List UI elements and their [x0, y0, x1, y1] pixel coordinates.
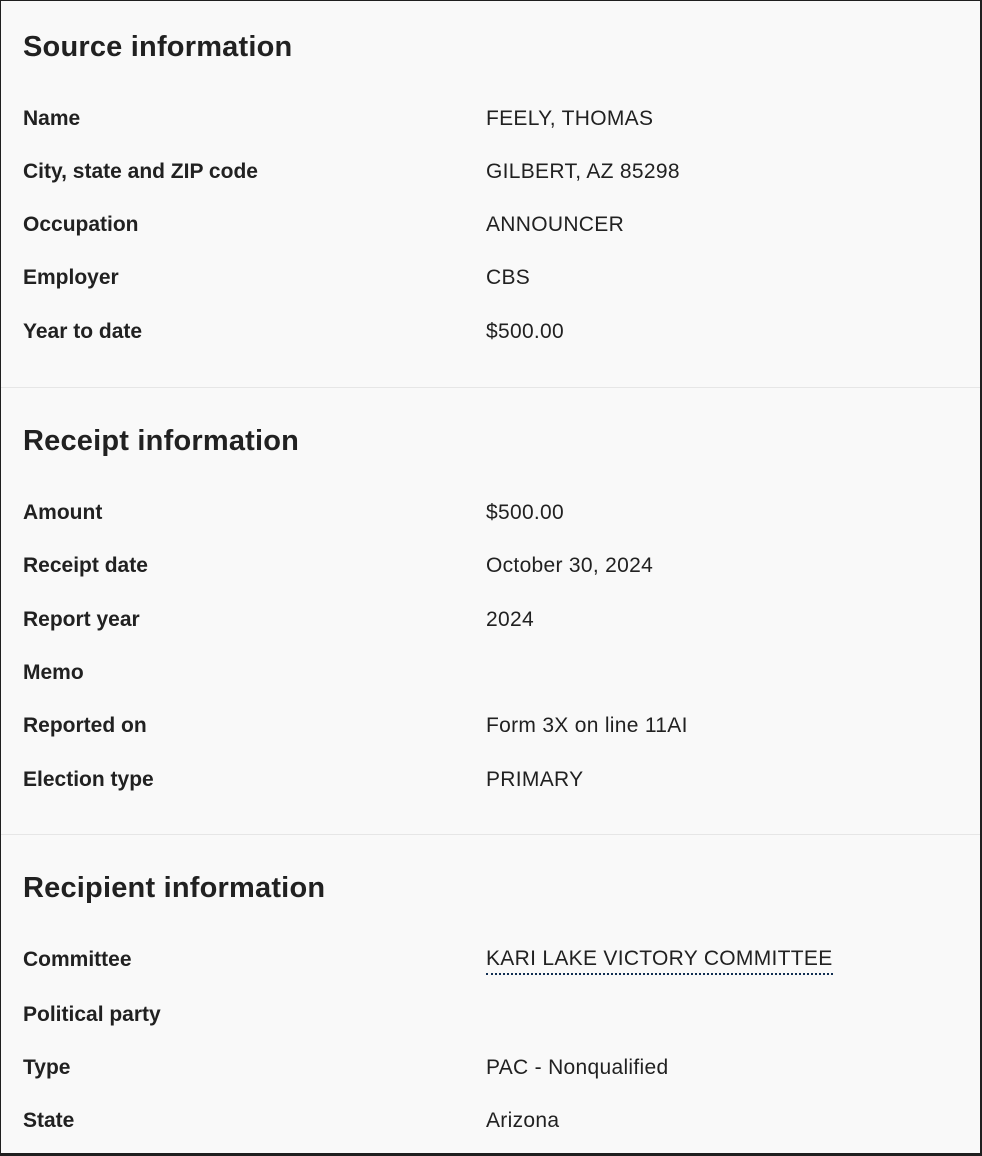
election-type-label: Election type — [23, 768, 154, 791]
political-party-label: Political party — [23, 1003, 161, 1026]
recipient-row-state — [1, 1106, 980, 1136]
report-year-label: Report year — [23, 608, 140, 631]
source-row-name — [1, 104, 980, 134]
location-label: City, state and ZIP code — [23, 160, 258, 183]
source-row-occupation — [1, 210, 980, 240]
committee-link[interactable]: KARI LAKE VICTORY COMMITTEE — [486, 945, 833, 975]
recipient-information-title: Recipient information — [23, 872, 326, 904]
receipt-information-section — [1, 388, 980, 834]
receipt-row-memo — [1, 658, 980, 688]
recipient-row-committee — [1, 945, 980, 975]
recipient-information-section — [1, 835, 980, 1154]
receipt-date-label: Receipt date — [23, 554, 148, 577]
name-label: Name — [23, 107, 81, 130]
receipt-date-value: October 30, 2024 — [486, 554, 654, 577]
name-value: FEELY, THOMAS — [486, 107, 654, 130]
recipient-row-political-party — [1, 1000, 980, 1030]
source-row-year-to-date — [1, 317, 980, 347]
report-year-value: 2024 — [486, 608, 534, 631]
state-value: Arizona — [486, 1109, 560, 1132]
year-to-date-value: $500.00 — [486, 320, 565, 343]
source-information-section — [1, 1, 980, 387]
employer-label: Employer — [23, 266, 119, 289]
receipt-row-report-year — [1, 605, 980, 635]
receipt-row-amount — [1, 498, 980, 528]
type-value: PAC - Nonqualified — [486, 1056, 669, 1079]
receipt-row-reported-on — [1, 711, 980, 741]
source-row-location — [1, 157, 980, 187]
occupation-value: ANNOUNCER — [486, 213, 625, 236]
amount-label: Amount — [23, 501, 103, 524]
source-information-title: Source information — [23, 31, 293, 63]
year-to-date-label: Year to date — [23, 320, 143, 343]
employer-value: CBS — [486, 266, 531, 289]
receipt-row-election-type — [1, 765, 980, 795]
recipient-row-type — [1, 1053, 980, 1083]
election-type-value: PRIMARY — [486, 768, 584, 791]
type-label: Type — [23, 1056, 71, 1079]
occupation-label: Occupation — [23, 213, 139, 236]
source-row-employer — [1, 263, 980, 293]
receipt-row-date — [1, 551, 980, 581]
state-label: State — [23, 1109, 75, 1132]
committee-label: Committee — [23, 948, 132, 971]
receipt-information-title: Receipt information — [23, 425, 300, 457]
amount-value: $500.00 — [486, 501, 565, 524]
reported-on-value: Form 3X on line 11AI — [486, 714, 688, 737]
location-value: GILBERT, AZ 85298 — [486, 160, 680, 183]
memo-label: Memo — [23, 661, 84, 684]
reported-on-label: Reported on — [23, 714, 147, 737]
